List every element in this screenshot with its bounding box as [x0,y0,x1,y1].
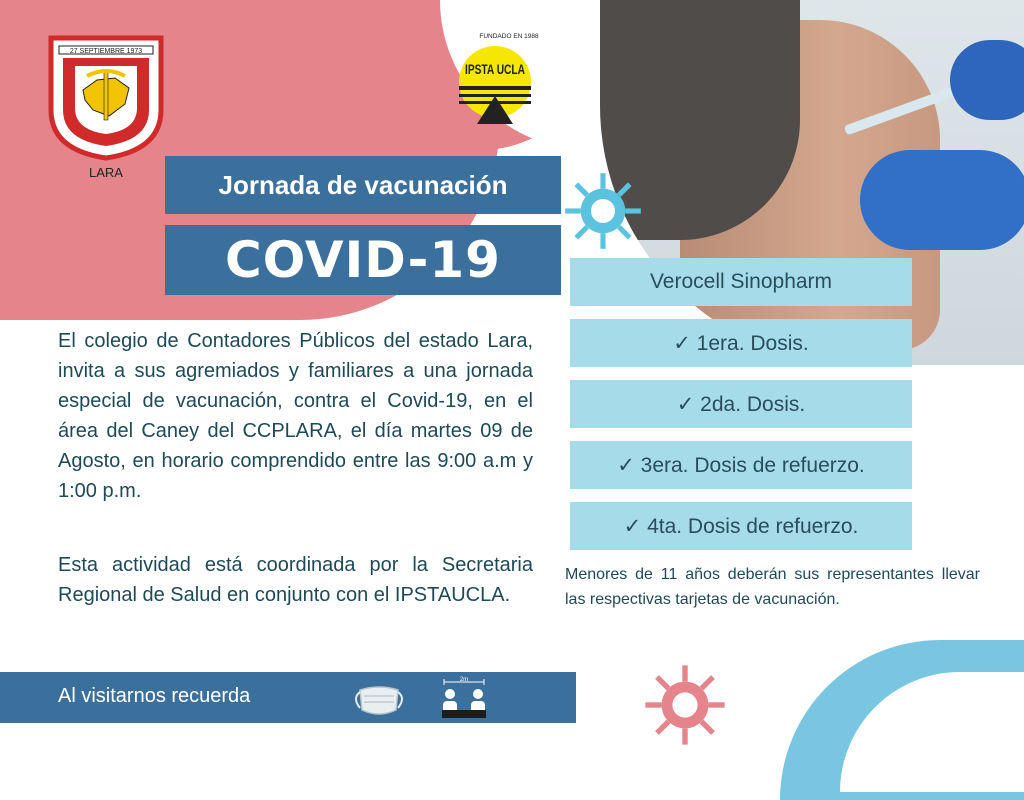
vaccination-photo [600,0,1024,365]
vaccine-name-box: Verocell Sinopharm [570,258,912,306]
dose-item: ✓ 4ta. Dosis de refuerzo. [570,502,912,550]
face-mask-icon [352,680,406,720]
gloved-hand [860,150,1024,250]
ipsta-logo-mark: IPSTA UCLA [465,61,525,77]
minors-note: Menores de 11 años deberán sus representantes llevar las respectivas tarjetas de vacunación. [565,566,980,608]
dose-item: ✓ 1era. Dosis. [570,319,912,367]
ipstaucla-logo [455,30,565,130]
ipsta-logo-top-text: FUNDADO EN 1988 [479,33,539,40]
social-distance-icon [436,676,492,720]
footer-text: Al visitarnos recuerda [58,685,251,707]
event-title: Jornada de vacunación [165,156,561,214]
ccp-logo-bottom-text: LARA [89,165,123,180]
virus-icon-blue [560,168,646,254]
headline: COVID-19 [165,225,561,295]
dose-item: ✓ 2da. Dosis. [570,380,912,428]
virus-icon-pink [640,660,730,750]
invitation-paragraph: El colegio de Contadores Públicos del estado Lara, invita a sus agremiados y familiares a una jornada especial de vacunación, contra el Covid-19, en el área del Caney del CCPLARA, el día martes 09 de Agosto, en horario comprendido entre las 9:00 a.m y 1:00 p.m. [58,330,533,502]
coordination-paragraph: Esta actividad está coordinada por la Secretaria Regional de Salud en conjunto con el IPSTAUCLA. [58,554,533,606]
gloved-hand-top [950,40,1024,120]
distance-label: 2m [459,677,469,683]
ccp-lara-logo [45,32,167,182]
dose-item: ✓ 3era. Dosis de refuerzo. [570,441,912,489]
ccp-logo-top-text: 27 SEPTIEMBRE 1973 [69,48,143,55]
